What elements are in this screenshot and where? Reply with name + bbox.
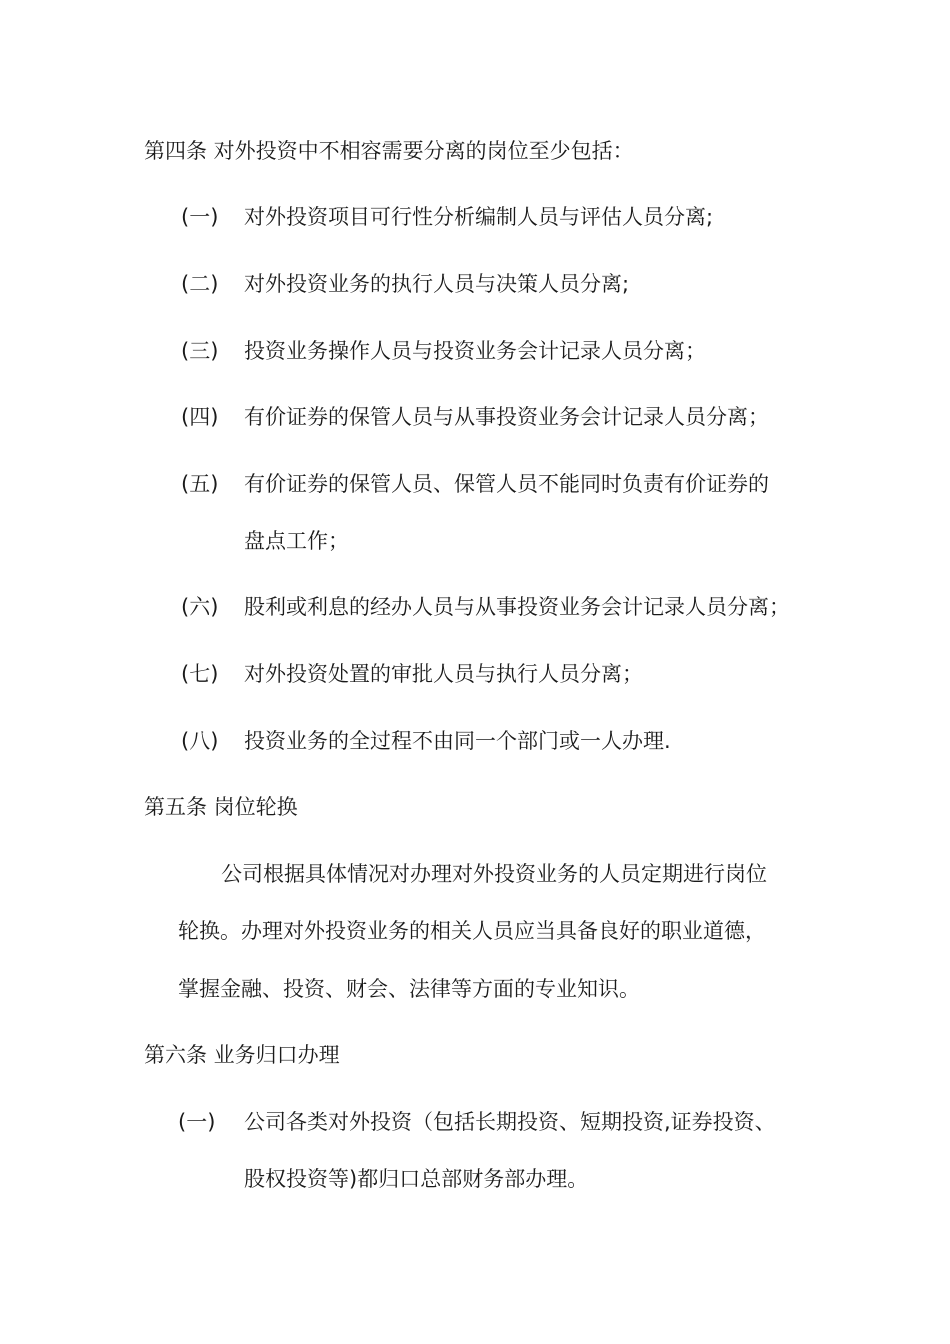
item-text: 投资业务操作人员与投资业务会计记录人员分离； <box>244 339 706 363</box>
item-number: (七) <box>181 662 219 686</box>
item-number: (二) <box>181 272 219 296</box>
item-text: 公司各类对外投资（包括长期投资、短期投资,证券投资、 <box>244 1110 776 1134</box>
item-text-continuation: 盘点工作； <box>244 529 349 553</box>
item-number: (八) <box>181 729 219 753</box>
item-number: (一) <box>181 205 219 229</box>
paragraph-line: 轮换。办理对外投资业务的相关人员应当具备良好的职业道德， <box>178 919 766 943</box>
item-number: (六) <box>181 595 219 619</box>
item-text: 对外投资业务的执行人员与决策人员分离; <box>244 272 630 296</box>
item-text: 有价证券的保管人员、保管人员不能同时负责有价证券的 <box>244 472 769 496</box>
item-text: 投资业务的全过程不由同一个部门或一人办理. <box>244 729 671 753</box>
item-number: (三) <box>181 339 219 363</box>
item-number: (四) <box>181 405 219 429</box>
item-text: 有价证券的保管人员与从事投资业务会计记录人员分离； <box>244 405 769 429</box>
paragraph-line: 公司根据具体情况对办理对外投资业务的人员定期进行岗位 <box>221 862 767 886</box>
item-text: 对外投资处置的审批人员与执行人员分离； <box>244 662 643 686</box>
article-4-heading: 第四条 对外投资中不相容需要分离的岗位至少包括： <box>144 139 634 163</box>
item-number: (一) <box>178 1110 216 1134</box>
item-text: 股利或利息的经办人员与从事投资业务会计记录人员分离； <box>244 595 790 619</box>
article-6-heading: 第六条 业务归口办理 <box>144 1043 340 1067</box>
item-text-continuation: 股权投资等)都归口总部财务部办理。 <box>244 1167 589 1191</box>
item-text: 对外投资项目可行性分析编制人员与评估人员分离; <box>244 205 714 229</box>
item-number: (五) <box>181 472 219 496</box>
article-5-heading: 第五条 岗位轮换 <box>144 795 298 819</box>
paragraph-line: 掌握金融、投资、财会、法律等方面的专业知识。 <box>178 977 640 1001</box>
